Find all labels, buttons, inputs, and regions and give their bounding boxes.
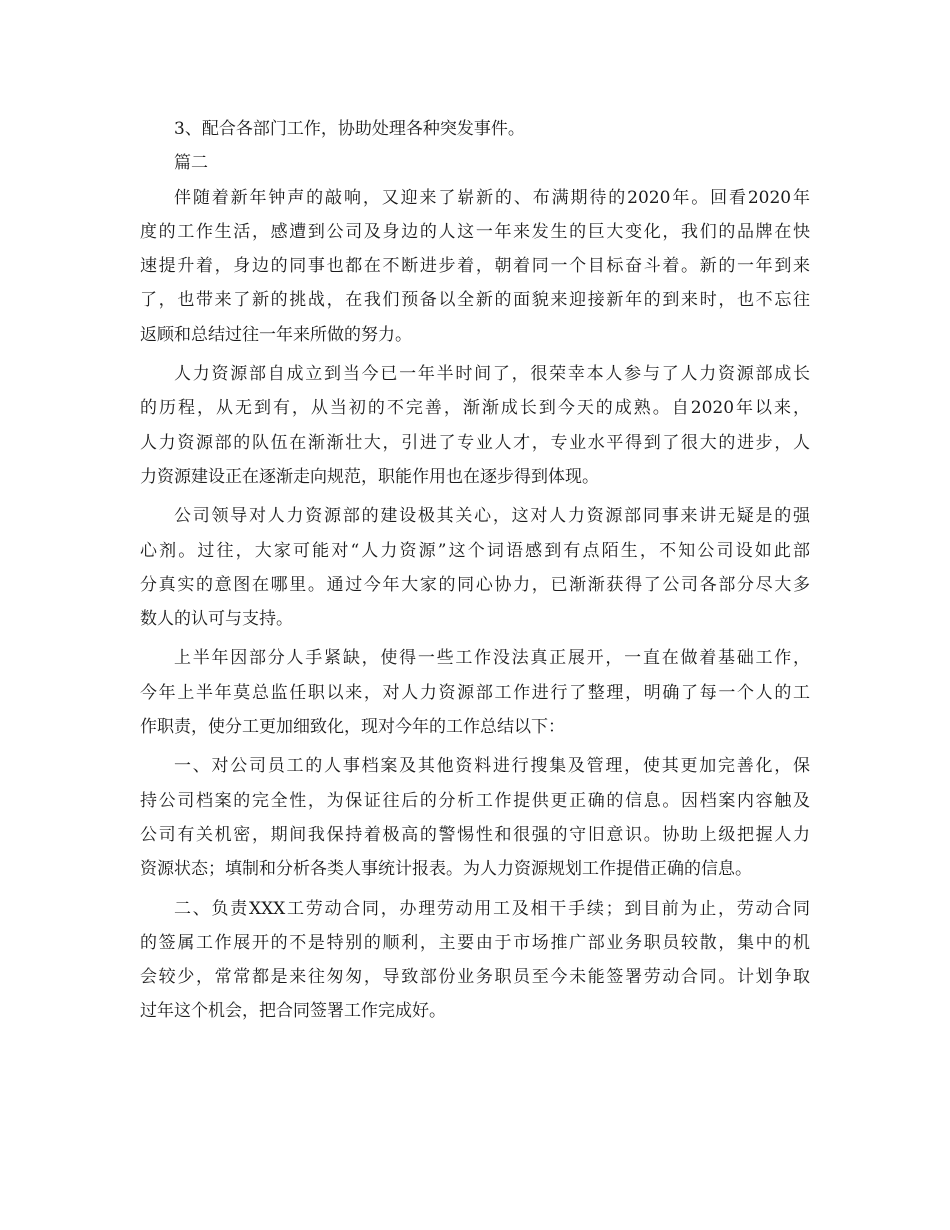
text-line: 会较少，常常都是来往匆匆，导致部份业务职员至今未能签署劳动合同。计划争取 bbox=[140, 967, 810, 988]
text-line: 持公司档案的完全性，为保证往后的分析工作提供更正确的信息。因档案内容触及 bbox=[140, 790, 810, 811]
text-line: 速提升着，身边的同事也都在不断进步着，朝着同一个目标奋斗着。新的一年到来 bbox=[140, 256, 810, 277]
text-line: 的历程，从无到有，从当初的不完善，渐渐成长到今天的成熟。自2020年以来， bbox=[140, 398, 810, 419]
paragraph-1 bbox=[140, 181, 810, 352]
text-line: 人力资源部自成立到当今已一年半时间了，很荣幸本人参与了人力资源部成长 bbox=[174, 364, 810, 385]
text-line: 上半年因部分人手紧缺，使得一些工作没法真正展开，一直在做着基础工作， bbox=[174, 648, 810, 669]
text-line: 一、对公司员工的人事档案及其他资料进行搜集及管理，使其更加完善化，保 bbox=[174, 756, 810, 777]
text-line: 心剂。过往，大家可能对“人力资源”这个词语感到有点陌生，不知公司设如此部 bbox=[140, 540, 810, 561]
text-line: 的签属工作展开的不是特别的顺利，主要由于市场推广部业务职员较散，集中的机 bbox=[140, 932, 810, 953]
text-line: 数人的认可与支持。 bbox=[140, 609, 293, 630]
text-line: 3、配合各部门工作，协助处理各种突发事件。 bbox=[174, 119, 525, 139]
paragraph-2 bbox=[140, 357, 810, 494]
paragraph-6 bbox=[140, 892, 810, 1029]
text-line: 伴随着新年钟声的敲响，又迎来了崭新的、布满期待的2020年。回看2020年 bbox=[174, 187, 810, 208]
paragraph-5 bbox=[140, 749, 810, 886]
heading-text: 篇二 bbox=[174, 153, 208, 174]
text-line: 过年这个机会，把合同签署工作完成好。 bbox=[140, 1001, 446, 1022]
text-line: 资源状态；填制和分析各类人事统计报表。为人力资源规划工作提借正确的信息。 bbox=[140, 859, 752, 880]
text-line: 返顾和总结过往一年来所做的努力。 bbox=[140, 324, 412, 345]
document-page bbox=[140, 112, 810, 1029]
text-line: 公司领导对人力资源部的建设极其关心，这对人力资源部同事来讲无疑是的强 bbox=[174, 506, 810, 527]
list-item-3 bbox=[140, 112, 810, 146]
text-line: 度的工作生活，感遭到公司及身边的人这一年来发生的巨大变化，我们的品牌在快 bbox=[140, 221, 810, 242]
text-line: 作职责，使分工更加细致化，现对今年的工作总结以下： bbox=[140, 717, 565, 738]
text-line: 了，也带来了新的挑战，在我们预备以全新的面貌来迎接新年的到来时，也不忘往 bbox=[140, 290, 810, 311]
text-line: 分真实的意图在哪里。通过今年大家的同心协力，已渐渐获得了公司各部分尽大多 bbox=[140, 574, 810, 595]
text-line: 今年上半年莫总监任职以来，对人力资源部工作进行了整理，明确了每一个人的工 bbox=[140, 682, 810, 703]
text-line: 力资源建设正在逐渐走向规范，职能作用也在逐步得到体现。 bbox=[140, 466, 599, 487]
text-line: 公司有关机密，期间我保持着极高的警惕性和很强的守旧意识。协助上级把握人力 bbox=[140, 824, 810, 845]
section-heading bbox=[140, 146, 810, 180]
paragraph-4 bbox=[140, 641, 810, 744]
paragraph-3 bbox=[140, 499, 810, 636]
text-line: 二、负责XXX工劳动合同，办理劳动用工及相干手续；到目前为止，劳动合同 bbox=[174, 898, 810, 919]
text-line: 人力资源部的队伍在渐渐壮大，引进了专业人才，专业水平得到了很大的进步，人 bbox=[140, 432, 810, 453]
